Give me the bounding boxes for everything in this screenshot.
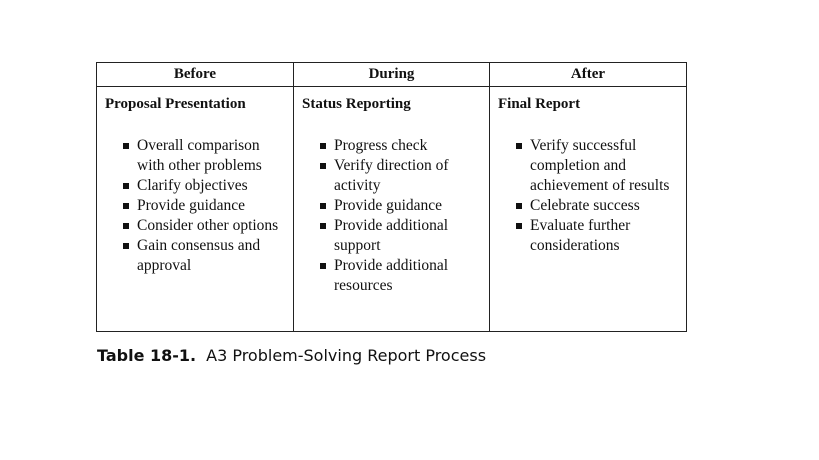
list-item: [105, 196, 293, 216]
list-item: [105, 176, 293, 196]
list-item-text: Overall comparison with other problems: [137, 137, 262, 174]
square-bullet-icon: [123, 243, 129, 249]
list-item-text: Clarify objectives: [137, 177, 248, 194]
list-item: [302, 196, 489, 216]
list-item-text: Provide guidance: [137, 197, 246, 214]
square-bullet-icon: [320, 163, 326, 169]
section-title-status-reporting: Status Reporting: [302, 96, 411, 112]
process-table: [96, 62, 687, 332]
list-item: [498, 136, 686, 196]
square-bullet-icon: [320, 263, 326, 269]
list-item-text: Verify successful completion and achievement of results: [530, 137, 670, 194]
square-bullet-icon: [123, 223, 129, 229]
square-bullet-icon: [320, 143, 326, 149]
list-item-text: Provide additional support: [334, 217, 449, 254]
square-bullet-icon: [123, 143, 129, 149]
column-after: [490, 63, 686, 331]
table-caption: [97, 345, 486, 367]
list-item-text: Gain consensus and approval: [137, 237, 261, 274]
square-bullet-icon: [320, 223, 326, 229]
list-item: [302, 256, 489, 296]
square-bullet-icon: [123, 203, 129, 209]
column-header-during: During: [294, 63, 489, 87]
column-header-before: Before: [97, 63, 293, 87]
square-bullet-icon: [516, 223, 522, 229]
column-body-before: [97, 87, 293, 276]
list-item: [302, 156, 489, 196]
list-item-text: Consider other options: [137, 217, 279, 234]
column-before: [97, 63, 294, 331]
section-title-final-report: Final Report: [498, 96, 581, 112]
bullet-list-after: [498, 136, 686, 256]
square-bullet-icon: [320, 203, 326, 209]
list-item: [302, 216, 489, 256]
caption-text: A3 Problem-Solving Report Process: [206, 346, 487, 365]
list-item-text: Evaluate further considerations: [530, 217, 631, 254]
list-item-text: Progress check: [334, 137, 428, 154]
square-bullet-icon: [516, 203, 522, 209]
column-body-during: [294, 87, 489, 296]
section-title-proposal-presentation: Proposal Presentation: [105, 96, 246, 112]
square-bullet-icon: [516, 143, 522, 149]
column-during: [294, 63, 490, 331]
list-item: [105, 136, 293, 176]
list-item: [302, 136, 489, 156]
list-item: [105, 216, 293, 236]
list-item-text: Provide guidance: [334, 197, 443, 214]
list-item-text: Verify direction of activity: [334, 157, 449, 194]
list-item: [498, 216, 686, 256]
bullet-list-before: [105, 136, 293, 276]
list-item-text: Provide additional resources: [334, 257, 449, 294]
list-item: [498, 196, 686, 216]
column-body-after: [490, 87, 686, 256]
list-item: [105, 236, 293, 276]
square-bullet-icon: [123, 183, 129, 189]
caption-number: Table 18-1.: [97, 346, 197, 365]
bullet-list-during: [302, 136, 489, 296]
list-item-text: Celebrate success: [530, 197, 640, 214]
column-header-after: After: [490, 63, 686, 87]
